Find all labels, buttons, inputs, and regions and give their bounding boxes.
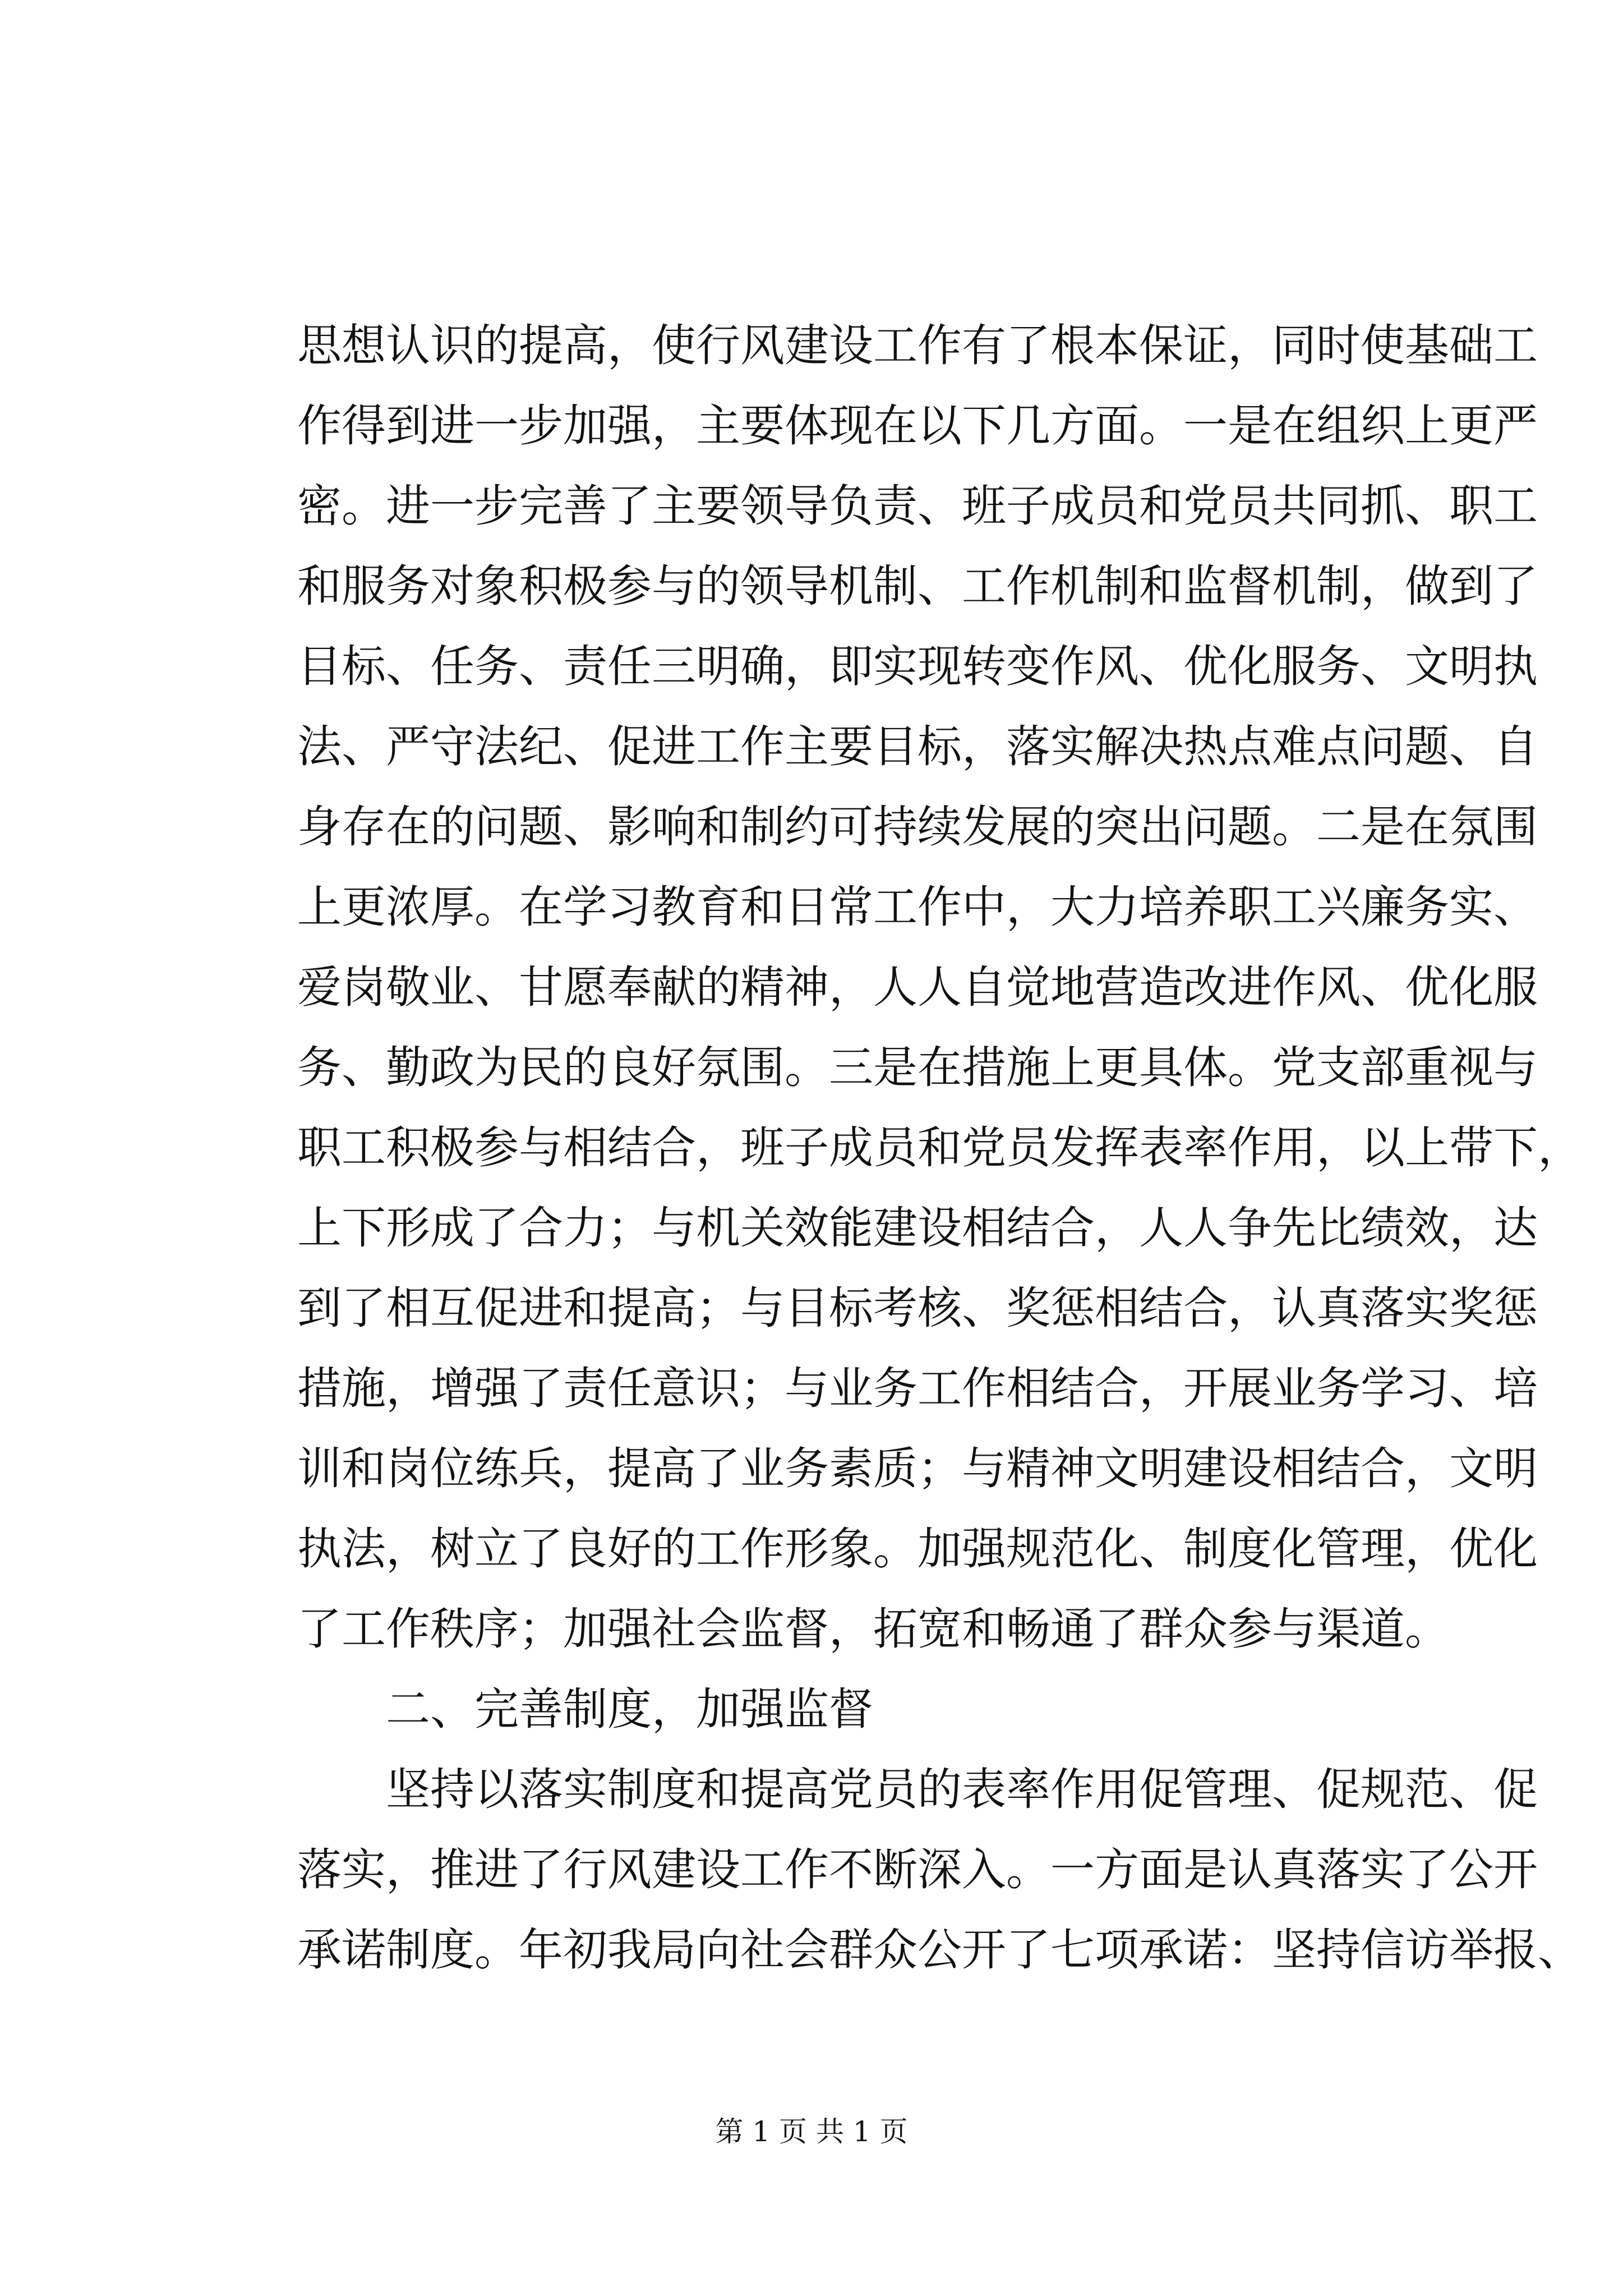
text-line: 落实，推进了行风建设工作不断深入。一方面是认真落实了公开 — [297, 1844, 1538, 1895]
page-number-footer: 第 1 页 共 1 页 — [715, 2115, 908, 2148]
text-line: 作得到进一步加强，主要体现在以下几方面。一是在组织上更严 — [297, 400, 1538, 452]
text-line: 密。进一步完善了主要领导负责、班子成员和党员共同抓、职工 — [297, 480, 1538, 532]
text-line: 训和岗位练兵，提高了业务素质；与精神文明建设相结合，文明 — [297, 1443, 1538, 1494]
text-line: 职工积极参与相结合，班子成员和党员发挥表率作用，以上带下， — [297, 1122, 1582, 1174]
text-line: 思想认识的提高，使行风建设工作有了根本保证，同时使基础工 — [297, 320, 1538, 371]
text-line: 到了相互促进和提高；与目标考核、奖惩相结合，认真落实奖惩 — [297, 1282, 1538, 1334]
text-line: 执法，树立了良好的工作形象。加强规范化、制度化管理，优化 — [297, 1523, 1538, 1575]
text-line: 务、勤政为民的良好氛围。三是在措施上更具体。党支部重视与 — [297, 1042, 1538, 1093]
text-line: 坚持以落实制度和提高党员的表率作用促管理、促规范、促 — [386, 1764, 1538, 1815]
text-line: 承诺制度。年初我局向社会群众公开了七项承诺：坚持信访举报、 — [297, 1924, 1582, 1976]
text-line: 和服务对象积极参与的领导机制、工作机制和监督机制，做到了 — [297, 560, 1538, 612]
section-heading: 二、完善制度，加强监督 — [386, 1683, 873, 1735]
text-line: 目标、任务、责任三明确，即实现转变作风、优化服务、文明执 — [297, 641, 1538, 692]
text-line: 法、严守法纪、促进工作主要目标，落实解决热点难点问题、自 — [297, 721, 1538, 772]
text-line: 身存在的问题、影响和制约可持续发展的突出问题。二是在氛围 — [297, 801, 1538, 853]
text-line: 措施，增强了责任意识；与业务工作相结合，开展业务学习、培 — [297, 1363, 1538, 1414]
text-line: 了工作秩序；加强社会监督，拓宽和畅通了群众参与渠道。 — [297, 1603, 1449, 1655]
document-body — [297, 306, 1582, 1990]
text-line: 上下形成了合力；与机关效能建设相结合，人人争先比绩效，达 — [297, 1202, 1538, 1254]
text-line: 爱岗敬业、甘愿奉献的精神，人人自觉地营造改进作风、优化服 — [297, 961, 1538, 1013]
text-line: 上更浓厚。在学习教育和日常工作中，大力培养职工兴廉务实、 — [297, 881, 1538, 933]
